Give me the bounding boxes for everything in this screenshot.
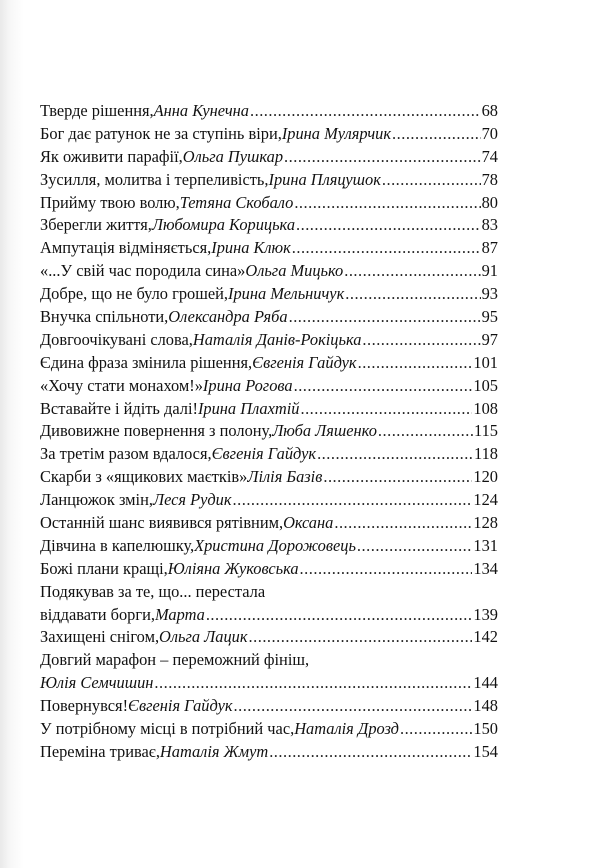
entry-page: 134: [473, 558, 498, 578]
entry-title: Дівчина в капелюшку,: [40, 535, 195, 555]
dot-leader: [357, 535, 472, 558]
entry-page: 139: [473, 604, 498, 624]
toc-entry: [40, 123, 498, 146]
dot-leader: [358, 352, 473, 375]
entry-author: Леся Рудик: [152, 490, 232, 510]
entry-page: 148: [473, 696, 498, 716]
entry-page: 91: [481, 261, 498, 281]
dot-leader: [362, 329, 480, 352]
entry-author: Юлія Семчишин: [40, 673, 154, 693]
toc-entry: [40, 100, 498, 123]
entry-author: Анна Кунечна: [153, 101, 249, 120]
toc-entry: [40, 146, 498, 169]
entry-author: Ольга Мицько: [245, 261, 344, 281]
toc-entry: [40, 420, 498, 443]
entry-page: 105: [473, 375, 498, 395]
entry-title: Бог дає ратунок не за ступінь віри,: [40, 123, 282, 143]
entry-title: Переміна триває,: [40, 741, 160, 761]
toc-entry: [40, 398, 498, 421]
entry-author: Юліяна Жуковська: [167, 558, 299, 578]
dot-leader: [269, 741, 472, 764]
entry-page: 115: [474, 421, 498, 441]
toc-line: [40, 626, 498, 649]
entry-page: 87: [481, 238, 498, 258]
entry-author: Наталія Жмут: [159, 741, 269, 761]
entry-author: Ольга Пушкар: [182, 146, 284, 166]
toc-line: [40, 352, 498, 375]
toc-entry: [40, 512, 498, 535]
dot-leader: [400, 718, 472, 741]
entry-page: 118: [474, 444, 498, 464]
dot-leader: [344, 260, 480, 283]
entry-page: 95: [481, 307, 498, 327]
dot-leader: [317, 443, 473, 466]
entry-title: Зберегли життя,: [40, 215, 152, 235]
dot-leader: [250, 100, 481, 123]
toc-line: [40, 283, 498, 306]
toc-line: [40, 558, 498, 581]
toc-entry: [40, 695, 498, 718]
entry-author: Євгенія Гайдук: [211, 444, 317, 464]
entry-author: Тетяна Скобало: [179, 192, 294, 212]
entry-page: 74: [481, 146, 498, 166]
entry-author: Наталія Данів-Рокіцька: [192, 329, 362, 349]
entry-title: Повернувся!: [40, 696, 129, 716]
table-of-contents: [40, 100, 498, 764]
dot-leader: [294, 375, 473, 398]
entry-title: За третім разом вдалося,: [40, 444, 212, 464]
toc-line: [40, 718, 498, 741]
toc-entry: [40, 329, 498, 352]
toc-line: [40, 169, 498, 192]
entry-title: Єдина фраза змінила рішення,: [40, 352, 253, 372]
toc-entry: [40, 581, 498, 627]
toc-line: [40, 375, 498, 398]
entry-title: У потрібному місці в потрібний час,: [40, 719, 295, 739]
toc-line: [40, 329, 498, 352]
toc-line: [40, 672, 498, 695]
entry-title: Божі плани кращі,: [40, 558, 168, 578]
entry-title: Вставайте і йдіть далі!: [40, 398, 198, 418]
entry-author: Любомира Корицька: [151, 215, 296, 235]
toc-entry: [40, 306, 498, 329]
entry-page: 80: [481, 192, 498, 212]
entry-page: 142: [473, 627, 498, 647]
dot-leader: [233, 489, 473, 512]
toc-line: [40, 100, 498, 123]
toc-entry: [40, 192, 498, 215]
entry-title: Скарби з «ящикових маєтків»: [40, 467, 248, 487]
entry-author: Ірина Плахтій: [197, 398, 300, 418]
toc-entry: [40, 283, 498, 306]
dot-leader: [249, 626, 473, 649]
toc-line: [40, 214, 498, 237]
toc-line: [40, 260, 498, 283]
toc-entry: [40, 649, 498, 695]
entry-author: Ірина Рогова: [202, 375, 293, 395]
entry-page: 93: [481, 284, 498, 304]
toc-line: [40, 741, 498, 764]
dot-leader: [296, 214, 481, 237]
toc-line: [40, 123, 498, 146]
entry-page: 120: [473, 467, 498, 487]
toc-entry: [40, 214, 498, 237]
entry-page: 97: [481, 329, 498, 349]
dot-leader: [345, 283, 480, 306]
entry-author: Оксана: [283, 513, 334, 533]
toc-entry: [40, 489, 498, 512]
toc-line: [40, 398, 498, 421]
entry-page: 83: [481, 215, 498, 235]
toc-line: [40, 306, 498, 329]
dot-leader: [292, 237, 481, 260]
dot-leader: [392, 123, 481, 146]
dot-leader: [154, 672, 472, 695]
entry-author: Євгенія Гайдук: [128, 696, 233, 716]
toc-line: [40, 512, 498, 535]
entry-page: 124: [473, 490, 498, 510]
entry-page: 78: [481, 169, 498, 189]
toc-line: [40, 466, 498, 489]
toc-entry: [40, 260, 498, 283]
toc-line: [40, 146, 498, 169]
dot-leader: [300, 398, 472, 421]
entry-title: Внучка спільноти,: [40, 307, 169, 327]
toc-line: [40, 604, 498, 627]
entry-author: Олександра Ряба: [168, 307, 288, 327]
entry-page: 154: [473, 741, 498, 761]
dot-leader: [334, 512, 472, 535]
entry-page: 144: [473, 673, 498, 693]
dot-leader: [234, 695, 473, 718]
entry-author: Ірина Мельничук: [227, 284, 345, 304]
entry-title: Ланцюжок змін,: [40, 490, 153, 510]
toc-entry: [40, 626, 498, 649]
entry-page: 150: [473, 719, 498, 739]
entry-page: 128: [473, 513, 498, 533]
entry-author: Христина Дорожовець: [194, 535, 356, 555]
entry-author: Ірина Мулярчик: [281, 123, 392, 143]
toc-line: [40, 443, 498, 466]
dot-leader: [289, 306, 481, 329]
entry-author: Лілія Базів: [247, 467, 323, 487]
entry-title: Ампутація відміняється,: [40, 238, 212, 258]
dot-leader: [300, 558, 473, 581]
entry-page: 108: [473, 398, 498, 418]
entry-title: «...У свій час породила сина»: [40, 261, 246, 281]
dot-leader: [323, 466, 472, 489]
entry-title: Прийму твою волю,: [40, 192, 180, 212]
toc-entry: [40, 169, 498, 192]
entry-author: Люба Ляшенко: [272, 421, 377, 441]
toc-entry: [40, 741, 498, 764]
toc-line: [40, 420, 498, 443]
toc-line: [40, 695, 498, 718]
entry-author: Наталія Дрозд: [294, 719, 399, 739]
entry-page: 68: [481, 101, 498, 120]
toc-line: [40, 237, 498, 260]
entry-title: віддавати борги,: [40, 604, 155, 624]
dot-leader: [206, 604, 473, 627]
entry-title-line1: Довгий марафон – переможний фініш,: [40, 650, 310, 670]
toc-line: [40, 192, 498, 215]
toc-entry: [40, 466, 498, 489]
entry-title: Зусилля, молитва і терпеливість,: [40, 169, 269, 189]
toc-entry: [40, 558, 498, 581]
entry-title: Як оживити парафії,: [40, 146, 183, 166]
entry-title: Добре, що не було грошей,: [40, 284, 228, 304]
entry-title-line1: Подякував за те, що... перестала: [40, 581, 266, 601]
entry-author: Євгенія Гайдук: [252, 352, 357, 372]
entry-page: 131: [473, 535, 498, 555]
dot-leader: [378, 420, 473, 443]
toc-entry: [40, 443, 498, 466]
entry-author: Марта: [154, 604, 205, 624]
entry-title: «Хочу стати монахом!»: [40, 375, 203, 395]
toc-line: [40, 581, 498, 604]
toc-entry: [40, 718, 498, 741]
toc-line: [40, 489, 498, 512]
entry-page: 101: [473, 352, 498, 372]
entry-page: 70: [481, 123, 498, 143]
toc-entry: [40, 352, 498, 375]
entry-author: Ірина Клюк: [211, 238, 291, 258]
toc-line: [40, 535, 498, 558]
dot-leader: [284, 146, 481, 169]
entry-title: Дивовижне повернення з полону,: [40, 421, 273, 441]
toc-entry: [40, 237, 498, 260]
entry-title: Довгоочікувані слова,: [40, 329, 193, 349]
entry-title: Захищені снігом,: [40, 627, 160, 647]
entry-author: Ольга Лацик: [159, 627, 248, 647]
entry-title: Останній шанс виявився рятівним,: [40, 513, 284, 533]
dot-leader: [294, 192, 480, 215]
entry-author: Ірина Пляцушок: [268, 169, 381, 189]
dot-leader: [382, 169, 481, 192]
toc-entry: [40, 375, 498, 398]
entry-title: Тверде рішення,: [40, 101, 154, 120]
toc-line: [40, 649, 498, 672]
toc-entry: [40, 535, 498, 558]
